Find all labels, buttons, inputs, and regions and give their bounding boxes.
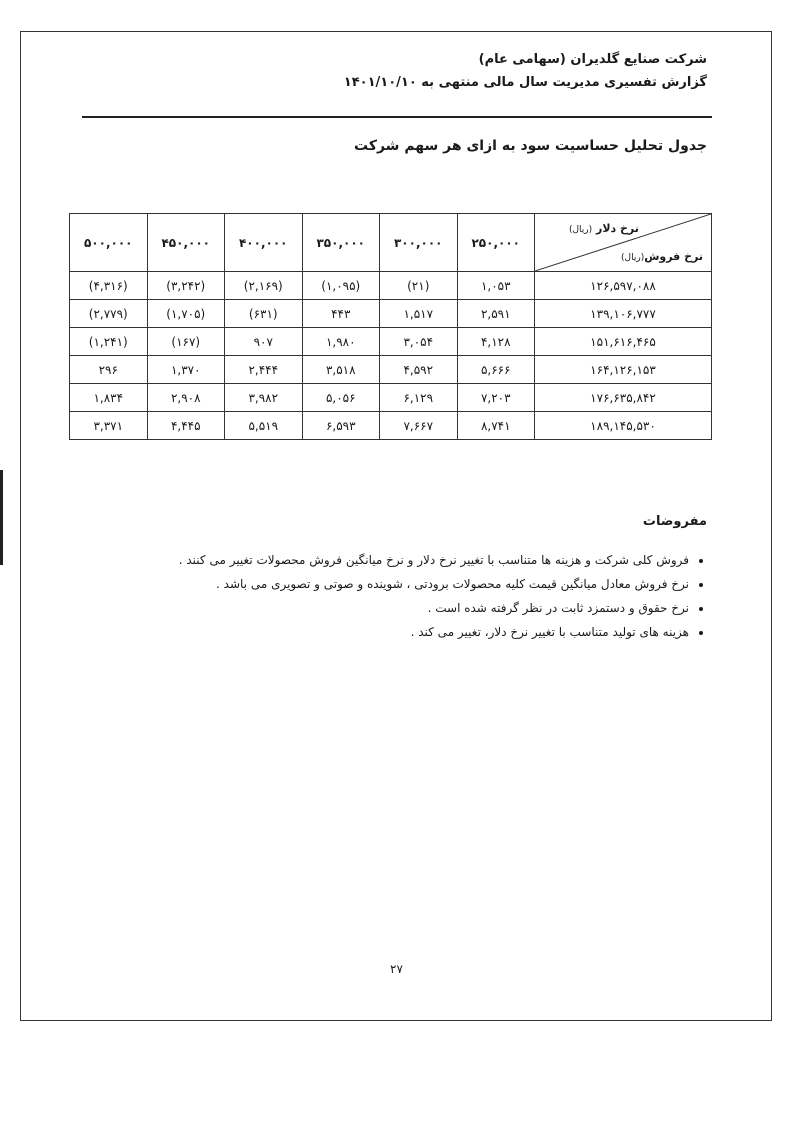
column-header: ۳۰۰,۰۰۰: [380, 214, 458, 272]
table-cell: ۷,۶۶۷: [380, 412, 458, 440]
column-header: ۴۵۰,۰۰۰: [147, 214, 225, 272]
table-cell: ۸,۷۴۱: [457, 412, 535, 440]
table-cell: ۹۰۷: [225, 328, 303, 356]
row-header: ۱۷۶,۶۳۵,۸۴۲: [535, 384, 712, 412]
assumptions-title: مفروضات: [642, 514, 707, 529]
table-row: [70, 356, 712, 384]
table-cell: (۱,۲۴۱): [70, 328, 148, 356]
table-cell: (۱,۷۰۵): [147, 300, 225, 328]
table-cell: ۲,۵۹۱: [457, 300, 535, 328]
table-cell: ۳,۰۵۴: [380, 328, 458, 356]
sensitivity-table: [69, 213, 712, 440]
table-cell: ۴۴۳: [302, 300, 380, 328]
row-header: ۱۳۹,۱۰۶,۷۷۷: [535, 300, 712, 328]
table-cell: ۳,۹۸۲: [225, 384, 303, 412]
table-cell: (۴,۳۱۶): [70, 272, 148, 300]
table-cell: ۱,۵۱۷: [380, 300, 458, 328]
table-cell: ۲,۴۴۴: [225, 356, 303, 384]
scan-edge-mark: [0, 470, 3, 565]
row-header: ۱۲۶,۵۹۷,۰۸۸: [535, 272, 712, 300]
table-cell: ۴,۴۴۵: [147, 412, 225, 440]
table-cell: ۶,۵۹۳: [302, 412, 380, 440]
row-header: ۱۶۴,۱۲۶,۱۵۳: [535, 356, 712, 384]
table-cell: ۷,۲۰۳: [457, 384, 535, 412]
table-cell: (۳,۲۴۲): [147, 272, 225, 300]
table-cell: ۶,۱۲۹: [380, 384, 458, 412]
table-cell: ۱,۰۵۳: [457, 272, 535, 300]
table-row: [70, 412, 712, 440]
table-cell: (۲,۷۷۹): [70, 300, 148, 328]
corner-dollar-label: نرخ دلار (ریال): [569, 222, 639, 235]
row-header: ۱۸۹,۱۴۵,۵۳۰: [535, 412, 712, 440]
table-cell: ۵,۰۵۶: [302, 384, 380, 412]
column-header: ۳۵۰,۰۰۰: [302, 214, 380, 272]
header-divider: [82, 116, 712, 118]
column-header: ۴۰۰,۰۰۰: [225, 214, 303, 272]
page-number: ۲۷: [390, 962, 403, 976]
row-header: ۱۵۱,۶۱۶,۴۶۵: [535, 328, 712, 356]
table-row: [70, 328, 712, 356]
report-header: [344, 50, 707, 94]
list-item: • هزینه های تولید متناسب با تغییر نرخ دلار، تغییر می کند .: [129, 620, 689, 644]
table-cell: ۴,۵۹۲: [380, 356, 458, 384]
table-cell: ۱,۸۳۴: [70, 384, 148, 412]
column-header: ۲۵۰,۰۰۰: [457, 214, 535, 272]
table-cell: ۱,۹۸۰: [302, 328, 380, 356]
report-title: گزارش تفسیری مدیریت سال مالی منتهی به ۱۴۰۱/۱۰/۱۰: [343, 75, 707, 90]
assumptions-list: [129, 548, 707, 644]
table-cell: (۱۶۷): [147, 328, 225, 356]
list-item: • نرخ حقوق و دستمزد ثابت در نظر گرفته شده است .: [129, 596, 689, 620]
table-cell: ۵,۶۶۶: [457, 356, 535, 384]
list-item: • نرخ فروش معادل میانگین قیمت کلیه محصولات برودتی ، شوینده و صوتی و تصویری می باشد .: [129, 572, 689, 596]
column-header: ۵۰۰,۰۰۰: [70, 214, 148, 272]
table-cell: (۲,۱۶۹): [225, 272, 303, 300]
table-cell: (۱,۰۹۵): [302, 272, 380, 300]
table-row: [70, 300, 712, 328]
table-cell: ۴,۱۲۸: [457, 328, 535, 356]
table-cell: ۳,۳۷۱: [70, 412, 148, 440]
table-row: [70, 272, 712, 300]
table-title: جدول تحلیل حساسیت سود به ازای هر سهم شرکت: [354, 138, 707, 154]
table-cell: ۱,۳۷۰: [147, 356, 225, 384]
table-cell: ۲,۹۰۸: [147, 384, 225, 412]
corner-header-cell: [535, 214, 712, 272]
list-item: • فروش کلی شرکت و هزینه ها متناسب با تغییر نرخ دلار و نرخ میانگین فروش محصولات تغییر می کنند .: [129, 548, 689, 572]
table-cell: (۲۱): [380, 272, 458, 300]
company-name: شرکت صنایع گلدیران (سهامی عام): [478, 52, 707, 67]
table-header-row: [70, 214, 712, 272]
table-cell: (۶۳۱): [225, 300, 303, 328]
corner-sale-label: نرخ فروش(ریال): [621, 250, 703, 263]
table-cell: ۳,۵۱۸: [302, 356, 380, 384]
table-cell: ۵,۵۱۹: [225, 412, 303, 440]
table-cell: ۲۹۶: [70, 356, 148, 384]
table-row: [70, 384, 712, 412]
